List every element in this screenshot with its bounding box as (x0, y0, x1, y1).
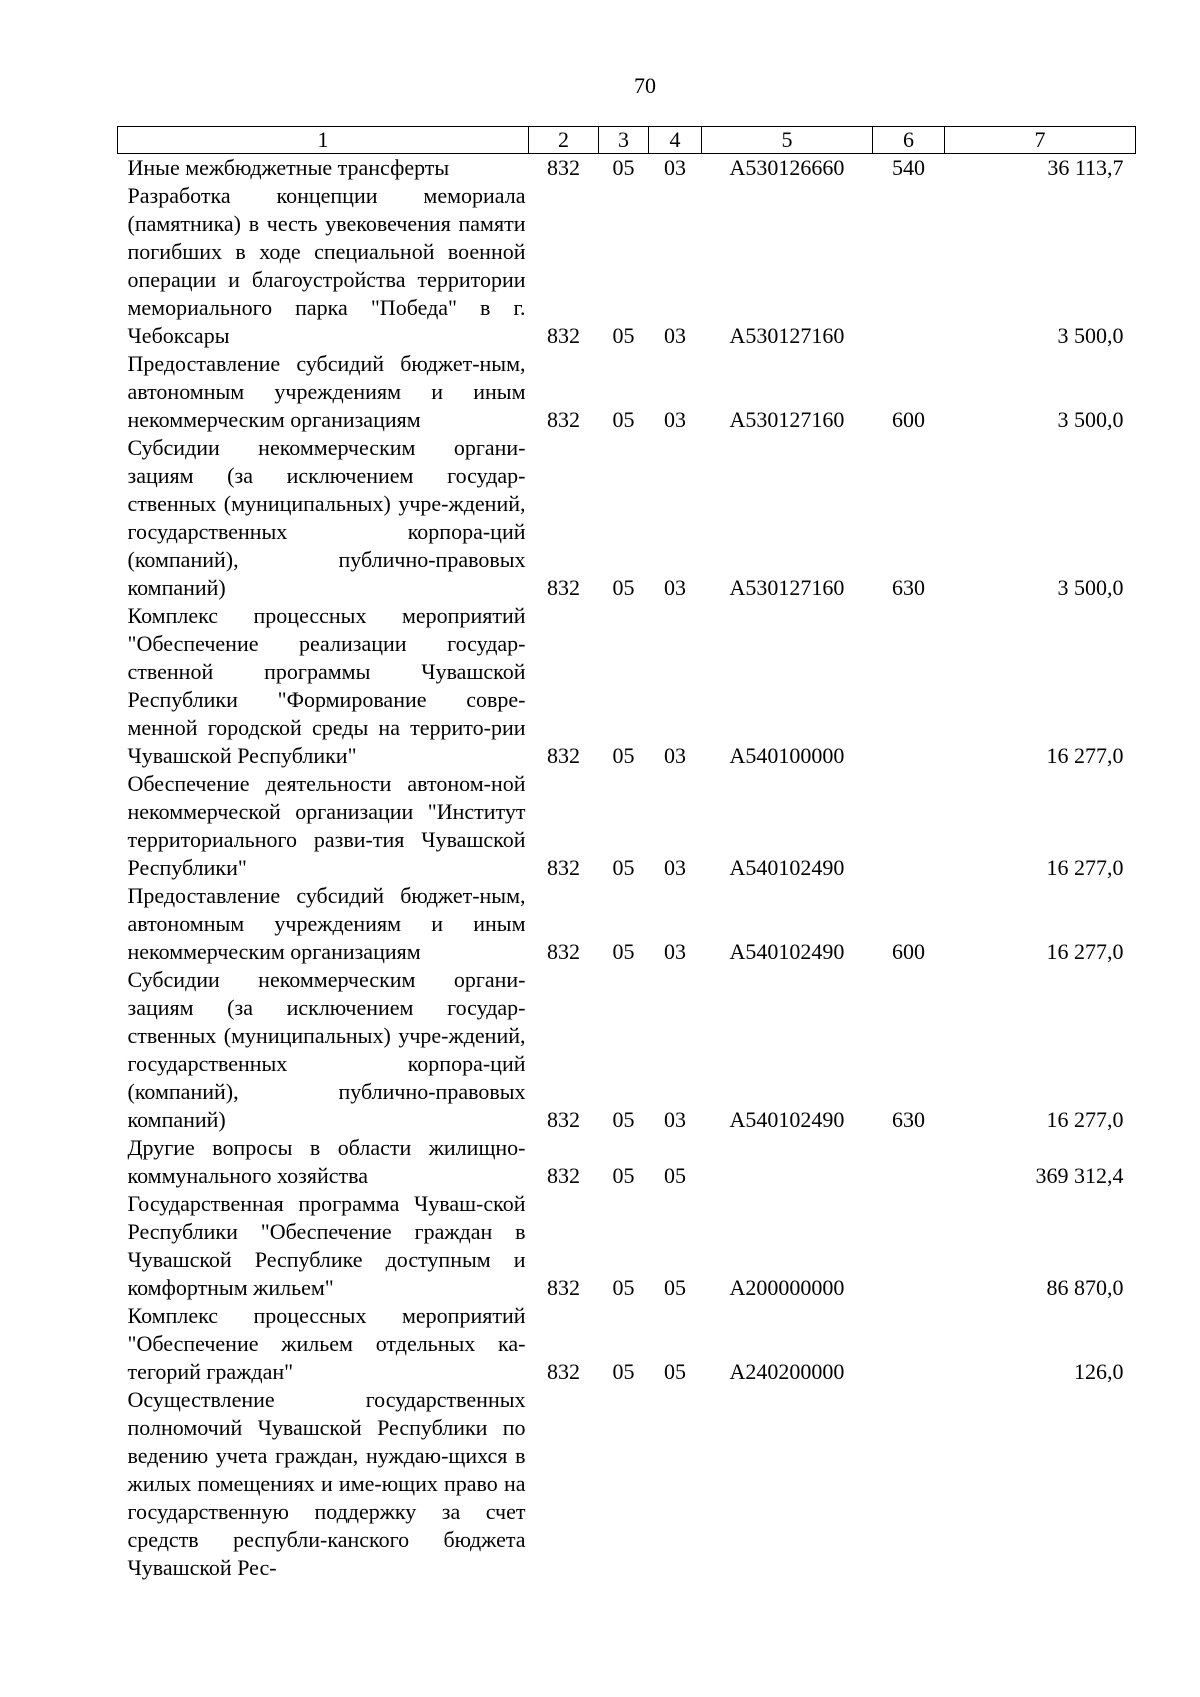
section-code-cell: 05 (612, 743, 635, 768)
subsection-code-cell: 03 (664, 939, 686, 964)
ministry-code-cell: 832 (547, 575, 580, 600)
row-name-cell: Осуществление государственных полномочий Чувашской Республики по ведению учета граждан, нуждаю-щихся в жилых помещениях и име-ющих право на государственную поддержку за счет средств республи-канского бюджета Чувашской Рес- (127, 1387, 526, 1580)
amount-cell: 16 277,0 (1046, 855, 1124, 880)
table-row (118, 1386, 1136, 1582)
table-row (118, 882, 1136, 966)
table-row (118, 1134, 1136, 1190)
header-col-1: 1 (118, 127, 529, 154)
table-row (118, 1190, 1136, 1302)
ministry-code-cell: 832 (547, 323, 580, 348)
amount-cell: 16 277,0 (1046, 1107, 1124, 1132)
section-code-cell: 05 (612, 855, 635, 880)
subsection-code-cell (649, 1386, 702, 1582)
row-name-cell: Разработка концепции мемориала (памятника) в честь увековечения памяти погибших в ходе специальной военной операции и благоустройства территории мемориального парка "Победа" в г. Чебоксары (127, 183, 526, 348)
expense-type-cell: 630 (892, 1107, 925, 1132)
section-code-cell: 05 (612, 1107, 635, 1132)
section-code-cell: 05 (612, 939, 635, 964)
table-row (118, 770, 1136, 882)
expense-type-cell (873, 602, 945, 770)
header-col-4: 4 (649, 127, 702, 154)
target-article-cell: А530127160 (729, 575, 845, 600)
section-code-cell: 05 (612, 323, 635, 348)
target-article-cell (702, 1134, 873, 1190)
table-row (118, 154, 1136, 183)
budget-table (117, 126, 1136, 1582)
amount-cell: 36 113,7 (1047, 155, 1124, 180)
target-article-cell: А530127160 (729, 323, 845, 348)
subsection-code-cell: 03 (664, 407, 686, 432)
target-article-cell: А530127160 (729, 407, 845, 432)
expense-type-cell (873, 1302, 945, 1386)
row-name-cell: Комплекс процессных мероприятий "Обеспечение жильем отдельных ка-тегорий граждан" (127, 1303, 526, 1384)
header-col-3: 3 (599, 127, 649, 154)
section-code-cell (599, 1386, 649, 1582)
expense-type-cell: 540 (892, 155, 925, 180)
target-article-cell: А530126660 (729, 155, 845, 180)
row-name-cell: Субсидии некоммерческим органи-зациям (за исключением государ-ственных (муниципальных) учре-ждений, государственных корпора-ций (компаний), публично-правовых компаний) (127, 435, 526, 600)
header-col-2: 2 (529, 127, 599, 154)
expense-type-cell: 600 (892, 407, 925, 432)
subsection-code-cell: 05 (664, 1163, 686, 1188)
row-name-cell: Иные межбюджетные трансферты (127, 155, 450, 180)
section-code-cell: 05 (612, 1359, 635, 1384)
expense-type-cell (873, 182, 945, 350)
amount-cell: 126,0 (1074, 1359, 1124, 1384)
expense-type-cell (873, 770, 945, 882)
amount-cell (945, 1386, 1136, 1582)
table-row (118, 602, 1136, 770)
section-code-cell: 05 (612, 407, 635, 432)
table-row (118, 966, 1136, 1134)
expense-type-cell (873, 1386, 945, 1582)
ministry-code-cell: 832 (547, 743, 580, 768)
subsection-code-cell: 03 (664, 1107, 686, 1132)
row-name-cell: Другие вопросы в области жилищно-коммунального хозяйства (127, 1135, 526, 1188)
amount-cell: 86 870,0 (1046, 1275, 1124, 1300)
table-body (118, 154, 1136, 1583)
header-row (118, 127, 1136, 154)
subsection-code-cell: 05 (664, 1359, 686, 1384)
header-col-5: 5 (702, 127, 873, 154)
target-article-cell: А240200000 (729, 1359, 845, 1384)
ministry-code-cell: 832 (547, 1163, 580, 1188)
section-code-cell: 05 (612, 155, 635, 180)
table-row (118, 434, 1136, 602)
table-header (118, 127, 1136, 154)
amount-cell: 16 277,0 (1046, 939, 1124, 964)
expense-type-cell (873, 1190, 945, 1302)
ministry-code-cell: 832 (547, 407, 580, 432)
ministry-code-cell: 832 (547, 1107, 580, 1132)
page-number: 70 (634, 73, 656, 98)
ministry-code-cell (529, 1386, 599, 1582)
expense-type-cell: 630 (892, 575, 925, 600)
row-name-cell: Субсидии некоммерческим органи-зациям (за исключением государ-ственных (муниципальных) учре-ждений, государственных корпора-ций (компаний), публично-правовых компаний) (127, 967, 526, 1132)
amount-cell: 3 500,0 (1057, 575, 1124, 600)
ministry-code-cell: 832 (547, 1359, 580, 1384)
subsection-code-cell: 03 (664, 855, 686, 880)
target-article-cell: А200000000 (729, 1275, 845, 1300)
target-article-cell: А540102490 (729, 939, 845, 964)
row-name-cell: Предоставление субсидий бюджет-ным, автономным учреждениям и иным некоммерческим организациям (127, 883, 526, 964)
section-code-cell: 05 (612, 575, 635, 600)
target-article-cell: А540102490 (729, 855, 845, 880)
table-row (118, 350, 1136, 434)
target-article-cell: А540100000 (729, 743, 845, 768)
amount-cell: 3 500,0 (1057, 323, 1124, 348)
section-code-cell: 05 (612, 1275, 635, 1300)
section-code-cell: 05 (612, 1163, 635, 1188)
ministry-code-cell: 832 (547, 855, 580, 880)
row-name-cell: Комплекс процессных мероприятий "Обеспечение реализации государ-ственной программы Чувашской Республики "Формирование совре-менной городской среды на террито-рии Чувашской Республики" (127, 603, 526, 768)
row-name-cell: Обеспечение деятельности автоном-ной некоммерческой организации "Институт территориального разви-тия Чувашской Республики" (127, 771, 526, 880)
amount-cell: 3 500,0 (1057, 407, 1124, 432)
expense-type-cell (873, 1134, 945, 1190)
row-name-cell: Предоставление субсидий бюджет-ным, автономным учреждениям и иным некоммерческим организациям (127, 351, 526, 432)
ministry-code-cell: 832 (547, 1275, 580, 1300)
target-article-cell: А540102490 (729, 1107, 845, 1132)
amount-cell: 369 312,4 (1035, 1163, 1124, 1188)
subsection-code-cell: 03 (664, 323, 686, 348)
amount-cell: 16 277,0 (1046, 743, 1124, 768)
ministry-code-cell: 832 (547, 939, 580, 964)
expense-type-cell: 600 (892, 939, 925, 964)
header-col-7: 7 (945, 127, 1136, 154)
subsection-code-cell: 03 (664, 575, 686, 600)
target-article-cell (702, 1386, 873, 1582)
row-name-cell: Государственная программа Чуваш-ской Республики "Обеспечение граждан в Чувашской Республике доступным и комфортным жильем" (127, 1191, 526, 1300)
table-row (118, 182, 1136, 350)
subsection-code-cell: 05 (664, 1275, 686, 1300)
table-row (118, 1302, 1136, 1386)
subsection-code-cell: 03 (664, 155, 686, 180)
header-col-6: 6 (873, 127, 945, 154)
ministry-code-cell: 832 (547, 155, 580, 180)
subsection-code-cell: 03 (664, 743, 686, 768)
